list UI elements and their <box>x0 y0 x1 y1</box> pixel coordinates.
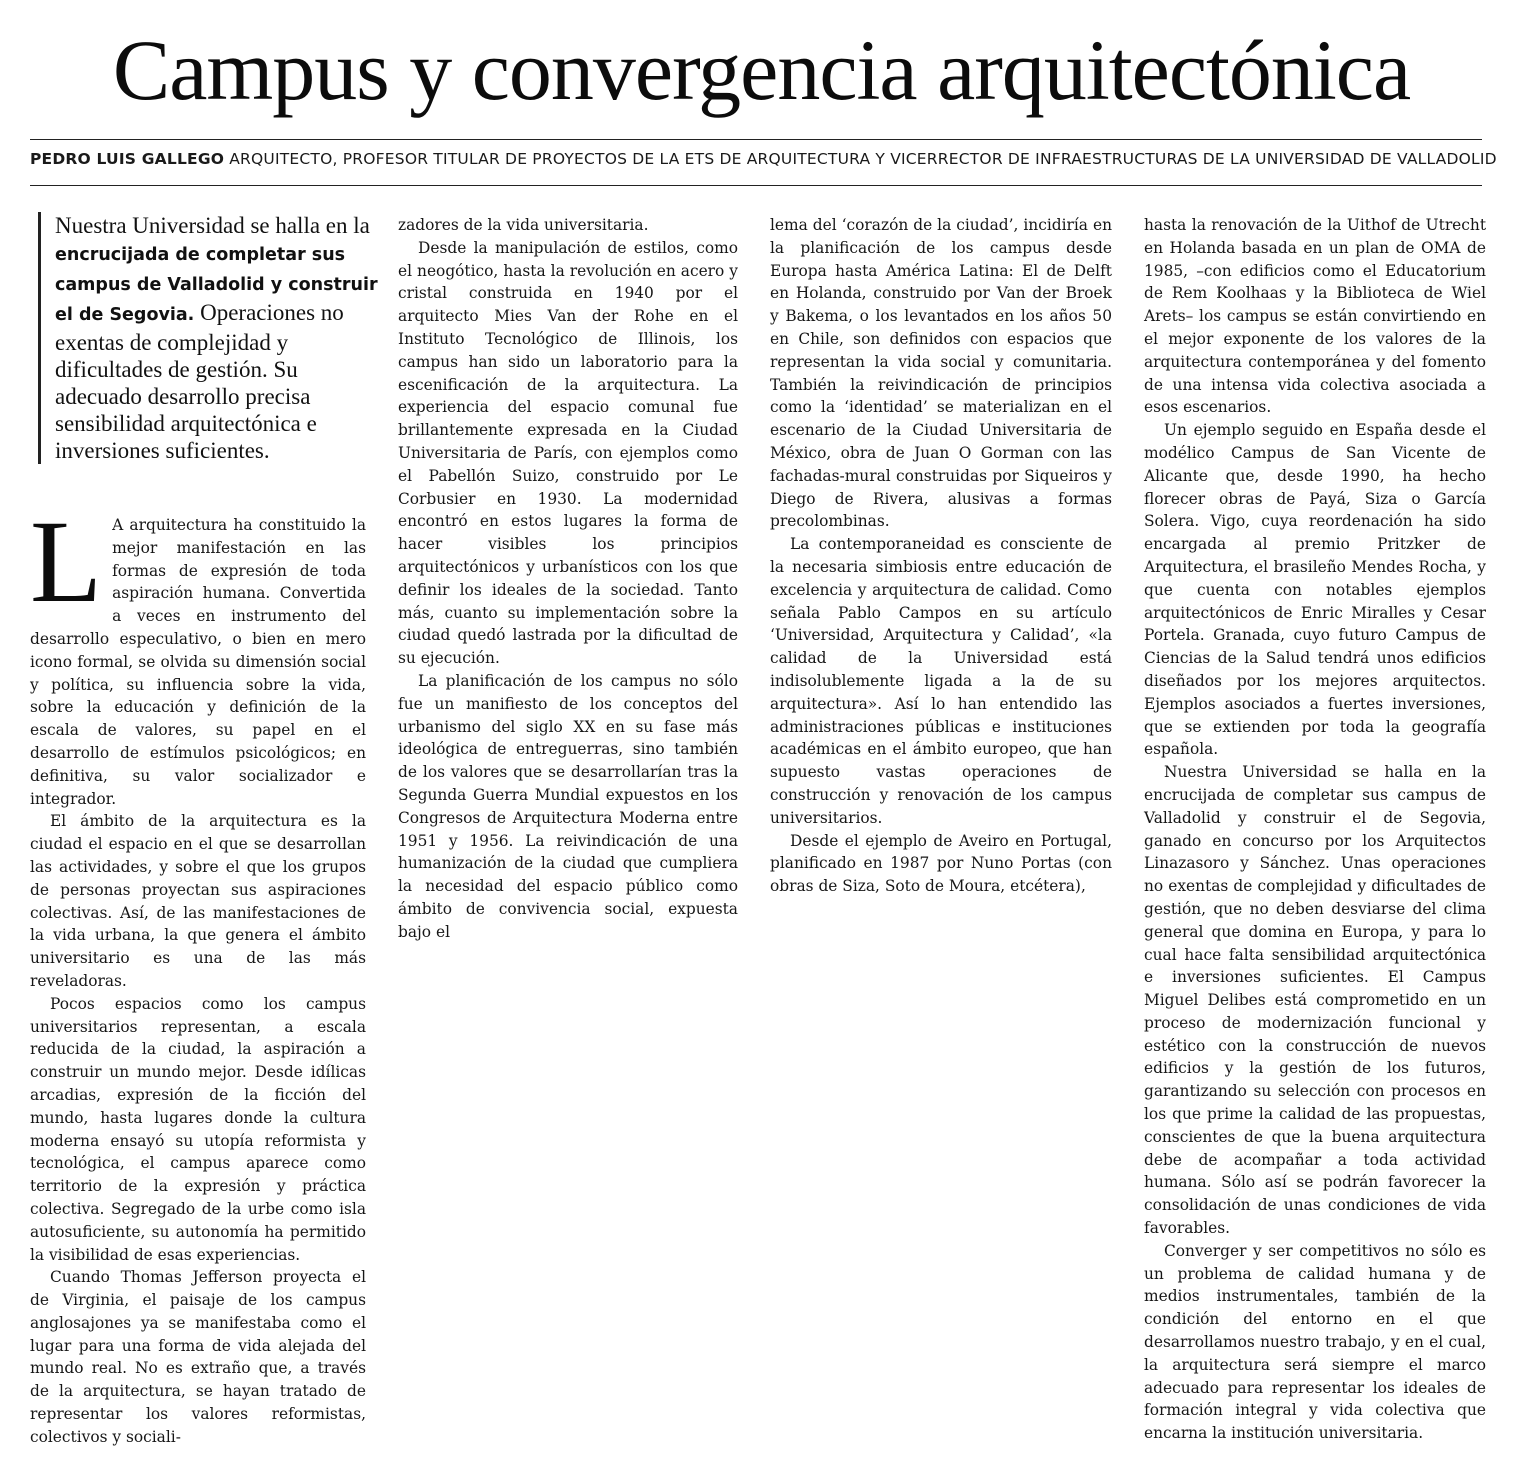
body-paragraph: El ámbito de la arquitectura es la ciudad el espacio en el que se desarrollan las actividades, y sobre el que los grupos de personas proyectan sus aspiraciones colectivas. Así, de las manifestaciones de la vida urbana, la que genera el ámbito universitario es una de las más reveladoras. <box>30 812 366 990</box>
lead-paragraph <box>38 212 385 464</box>
body-paragraph: Desde la manipulación de estilos, como el neogótico, hasta la revolución en acero y cristal construida en 1940 por el arquitecto Mies Van der Rohe en el Instituto Tecnológico de Illinois, los campus han sido un laboratorio para la escenificación de la arquitectura. La experiencia del espacio comunal fue brillantemente expresada en la Ciudad Universitaria de París, con ejemplos como el Pabellón Suizo, construido por Le Corbusier en 1930. La modernidad encontró en estos lugares la forma de hacer visibles los principios arquitectónicos y urbanísticos con los que definir los ideales de la sociedad. Tanto más, cuanto su implementación sobre la ciudad quedó lastrada por la dificultad de su ejecución. <box>398 238 738 668</box>
byline <box>30 149 1497 169</box>
body-paragraph: Converger y ser competitivos no sólo es un problema de calidad humana y de medios instrumentales, también de la condición del entorno en el que desarrollamos nuestro trabajo, y en el cual, la arquitectura será siempre el marco adecuado para representar los ideales de formación integral y vida colectiva que encarna la institución universitaria. <box>1144 1241 1486 1443</box>
body-paragraph: Nuestra Universidad se halla en la encrucijada de completar sus campus de Valladolid y construir el de Segovia, ganado en concurso por los Arquitectos Linazasoro y Sánchez. Unas operaciones no exentas de complejidad y dificultades de gestión, que no deben desviarse del clima general que domina en Europa, y para lo cual hace falta sensibilidad arquitectónica e inversiones suficientes. El Campus Miguel Delibes está comprometido en un proceso de modernización funcional y estético con la construcción de nuevos edificios y la gestión de los futuros, garantizando su selección con procesos en los que prime la calidad de las propuestas, conscientes de que la buena arquitectura debe de acompañar a toda actividad humana. Sólo así se podrán favorecer la consolidación de unas condiciones de vida favorables. <box>1144 763 1486 1238</box>
column-4 <box>1144 214 1486 1445</box>
body-paragraph: lema del ‘corazón de la ciudad’, incidiría en la planificación de los campus desde Europa hasta América Latina: El de Delft en Holanda, construido por Van der Broek y Bakema, o los levantados en los años 50 en Chile, son definidos con espacios que representan la vida social y comunitaria. También la reivindicación de principios como la ‘identidad’ se materializan en el escenario de la Ciudad Universitaria de México, obra de Juan O Gorman con las fachadas-mural construidas por Siqueiros y Diego de Rivera, alusivas a formas precolombinas. <box>770 216 1112 531</box>
body-paragraph: La contemporaneidad es consciente de la necesaria simbiosis entre educación de excelencia y arquitectura de calidad. Como señala Pablo Campos en su artículo ‘Universidad, Arquitectura y Calidad’, «la calidad de la Universidad está indisolublemente ligada a la de su arquitectura». Así lo han entendido las administraciones públicas e instituciones académicas en el ámbito europeo, que han supuesto vastas operaciones de construcción y renovación de los campus universitarios. <box>770 535 1112 827</box>
column-3 <box>770 214 1112 898</box>
body-paragraph: hasta la renovación de la Uithof de Utrecht en Holanda basada en un plan de OMA de 1985, –con edificios como el Educatorium de Rem Koolhaas y la Biblioteca de Wiel Arets– los campus se están convirtiendo en el mejor exponente de los valores de la arquitectura contemporánea y del fomento de una intensa vida colectiva asociada a esos escenarios. <box>1144 216 1486 417</box>
byline-author: PEDRO LUIS GALLEGO <box>30 150 225 168</box>
top-rule <box>30 139 1482 140</box>
body-paragraph: zadores de la vida universitaria. <box>398 216 649 234</box>
body-paragraph: Cuando Thomas Jefferson proyecta el de Virginia, el paisaje de los campus anglosajones ya se manifestaba como el lugar para una forma de vida alejada del mundo real. No es extraño que, a través de la arquitectura, se hayan tratado de representar los valores reformistas, colectivos y sociali- <box>30 1268 366 1446</box>
body-paragraph: Pocos espacios como los campus universitarios representan, a escala reducida de la ciudad, la aspiración a construir un mundo mejor. Desde idílicas arcadias, expresión de la ficción del mundo, hasta lugares donde la cultura moderna ensayó su utopía reformista y tecnológica, el campus aparece como territorio de la expresión y práctica colectiva. Segregado de la urbe como isla autosuficiente, su autonomía ha permitido la visibilidad de esas experiencias. <box>30 994 366 1264</box>
lead-bold: encrucijada de completar sus campus de Valladolid y construir el de Segovia. <box>55 245 378 325</box>
byline-role: ARQUITECTO, PROFESOR TITULAR DE PROYECTOS DE LA ETS DE ARQUITECTURA Y VICERRECTOR DE INFRAESTRUCTURAS DE LA UNIVERSIDAD DE VALLADOLID <box>224 150 1497 168</box>
column-2 <box>398 214 738 944</box>
body-paragraph: Un ejemplo seguido en España desde el modélico Campus de San Vicente de Alicante que, desde 1990, ha hecho florecer obras de Payá, Siza o García Solera. Vigo, cuya reordenación ha sido encargada al premio Pritzker de Arquitectura, el brasileño Mendes Rocha, y que cuenta con notables ejemplos arquitectónicos de Enric Miralles y Cesar Portela. Granada, cuyo futuro Campus de Ciencias de la Salud tendrá unos edificios diseñados por los mejores arquitectos. Ejemplos asociados a fuertes inversiones, que se extienden por toda la geografía española. <box>1144 421 1486 759</box>
body-paragraph: La planificación de los campus no sólo fue un manifiesto de los conceptos del urbanismo del siglo XX en su fase más ideológica de entreguerras, sino también de los valores que se desarrollarían tras la Segunda Guerra Mundial expuestos en los Congresos de Arquitectura Moderna entre 1951 y 1956. La reivindicación de una humanización de la ciudad que cumpliera la necesidad del espacio público como ámbito de convivencia social, expuesta bajo el <box>398 671 738 941</box>
bottom-rule <box>30 185 1482 186</box>
drop-cap: L <box>30 496 103 627</box>
lead-intro: Nuestra Universidad se halla en la <box>55 213 370 238</box>
body-paragraph <box>30 496 366 810</box>
lead-rest: Operaciones no exentas de complejidad y dificultades de gestión. Su adecuado desarrollo precisa sensibilidad arquitectónica e inversiones suficientes. <box>55 300 344 463</box>
headline: Campus y convergencia arquitectónica <box>112 22 1411 118</box>
column-1 <box>30 496 366 1449</box>
body-paragraph: Desde el ejemplo de Aveiro en Portugal, planificado en 1987 por Nuno Portas (con obras de Siza, Soto de Moura, etcétera), <box>770 831 1112 896</box>
paragraph-text: A arquitectura ha constituido la mejor manifestación en las formas de expresión de toda aspiración humana. Convertida a veces en instrumento del desarrollo especulativo, o bien en mero icono formal, se olvida su dimensión social y política, su influencia sobre la vida, sobre la educación y definición de la escala de valores, su papel en el desarrollo de estímulos psicológicos; en definitiva, su valor socializador e integrador. <box>30 516 366 808</box>
